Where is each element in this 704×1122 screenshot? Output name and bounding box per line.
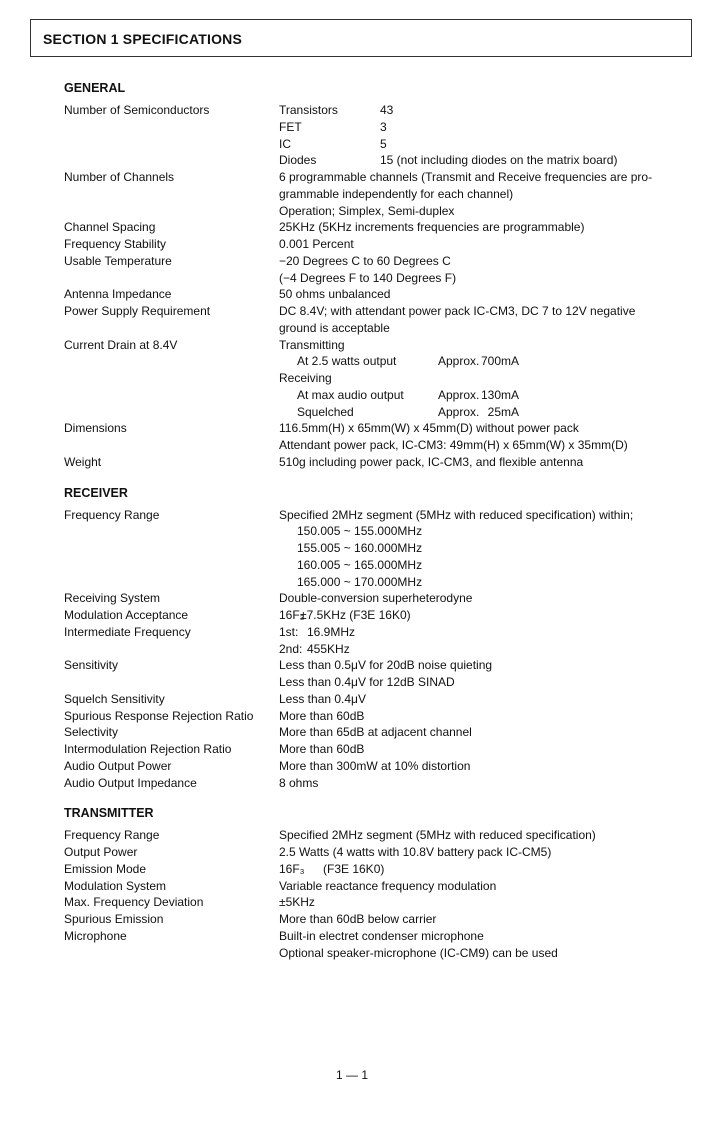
spec-label: Spurious Response Rejection Ratio [64, 708, 254, 723]
spec-label: Microphone [64, 928, 127, 943]
spec-value-cell: 25mA [481, 404, 520, 419]
spec-row [64, 691, 684, 708]
spec-value-line [279, 136, 684, 153]
spec-value-line: Less than 0.4μV [279, 691, 366, 706]
spec-row [64, 236, 684, 253]
spec-value-line: grammable independently for each channel) [279, 186, 514, 201]
spec-label: Intermediate Frequency [64, 624, 191, 639]
spec-label: Audio Output Impedance [64, 775, 197, 790]
spec-value-cell: 165.000 ~ 170.000MHz [297, 574, 423, 589]
spec-value-line: More than 65dB at adjacent channel [279, 725, 472, 740]
spec-value-cell: At max audio output [297, 387, 404, 402]
spec-row [64, 507, 684, 591]
spec-value-cell: Diodes [279, 153, 317, 168]
spec-row [64, 624, 684, 658]
spec-label: Audio Output Power [64, 758, 172, 773]
spec-value-cell: 1st: [279, 624, 299, 639]
spec-row [64, 590, 684, 607]
spec-value-line: Double-conversion superheterodyne [279, 591, 473, 606]
spec-label: Number of Semiconductors [64, 103, 210, 117]
spec-value-line [279, 624, 684, 641]
spec-row [64, 724, 684, 741]
spec-row [64, 861, 684, 878]
section-heading: TRANSMITTER [64, 806, 154, 821]
spec-value-line: Attendant power pack, IC-CM3: 49mm(H) x 65mm(W) x 35mm(D) [279, 438, 628, 452]
spec-value-cell: 2nd: [279, 641, 303, 656]
spec-value-line: More than 60dB below carrier [279, 912, 437, 926]
spec-row [64, 286, 684, 303]
spec-value-cell: Transistors [279, 103, 338, 117]
spec-label: Usable Temperature [64, 253, 172, 268]
spec-value-cell: 3 [380, 119, 387, 134]
spec-row [64, 303, 684, 337]
spec-label: Number of Channels [64, 170, 175, 184]
spec-label: Sensitivity [64, 658, 119, 673]
spec-value-line: More than 300mW at 10% distortion [279, 758, 471, 773]
spec-value-line: 6 programmable channels (Transmit and Receive frequencies are pro- [279, 170, 653, 184]
spec-row [64, 758, 684, 775]
spec-label: Modulation Acceptance [64, 608, 189, 622]
spec-value-cell: Approx. [438, 354, 480, 369]
specifications-content [64, 80, 684, 975]
spec-row [64, 219, 684, 236]
spec-value-cell: IC [279, 136, 291, 151]
spec-row [64, 607, 684, 624]
spec-value-cell: 155.005 ~ 160.000MHz [297, 541, 423, 555]
spec-value-line: Less than 0.4μV for 12dB SINAD [279, 675, 455, 689]
spec-value-cell: ±7.5KHz (F3E 16K0) [300, 608, 411, 622]
spec-label: Selectivity [64, 725, 119, 740]
spec-value-line [279, 523, 684, 540]
spec-value-cell: 16.9MHz [307, 624, 356, 639]
spec-label: Power Supply Requirement [64, 304, 211, 318]
spec-value-line [279, 557, 684, 574]
spec-value-cell: 150.005 ~ 155.000MHz [297, 524, 423, 539]
spec-row [64, 420, 684, 454]
spec-value-line: Transmitting [279, 337, 345, 352]
spec-value-line: −20 Degrees C to 60 Degrees C [279, 253, 451, 268]
spec-value-line: Specified 2MHz segment (5MHz with reduced specification) within; [279, 507, 634, 522]
spec-value-line: DC 8.4V; with attendant power pack IC-CM3, DC 7 to 12V negative [279, 304, 636, 318]
spec-row [64, 894, 684, 911]
spec-value-line: Optional speaker-microphone (IC-CM9) can be used [279, 945, 558, 960]
spec-value-line [279, 641, 684, 658]
spec-value-line [279, 102, 684, 119]
spec-value-cell: 16F₃ [279, 608, 305, 622]
spec-section-general [64, 80, 684, 471]
spec-label: Frequency Stability [64, 237, 167, 251]
spec-value-line [279, 607, 684, 624]
spec-value-cell: 160.005 ~ 165.000MHz [297, 557, 423, 572]
spec-value-line: 25KHz (5KHz increments frequencies are programmable) [279, 220, 585, 235]
spec-value-cell: (F3E 16K0) [323, 861, 385, 876]
spec-value-cell: 455KHz [307, 641, 350, 656]
spec-value-cell: 5 [380, 136, 387, 151]
section-title: SECTION 1 SPECIFICATIONS [43, 31, 243, 47]
spec-label: Dimensions [64, 421, 127, 436]
spec-value-cell: 130mA [481, 387, 520, 402]
spec-value-cell: 700mA [481, 354, 520, 369]
spec-value-line: Variable reactance frequency modulation [279, 878, 497, 893]
spec-value-line [279, 152, 684, 169]
spec-value-line: Receiving [279, 371, 332, 385]
spec-label: Frequency Range [64, 507, 160, 522]
spec-row [64, 878, 684, 895]
spec-value-line [279, 540, 684, 557]
spec-value-cell: Approx. [438, 387, 480, 402]
spec-value-line [279, 353, 684, 370]
spec-row [64, 253, 684, 287]
spec-label: Max. Frequency Deviation [64, 895, 204, 910]
spec-value-line [279, 387, 684, 404]
spec-value-line: 50 ohms unbalanced [279, 287, 391, 302]
spec-label: Frequency Range [64, 828, 160, 843]
spec-value-line: 8 ohms [279, 775, 319, 790]
spec-row [64, 911, 684, 928]
spec-label: Modulation System [64, 878, 167, 893]
spec-label: Emission Mode [64, 861, 147, 876]
section-heading: RECEIVER [64, 485, 128, 500]
spec-value-cell: 16F₃ [279, 861, 305, 876]
spec-row [64, 775, 684, 792]
spec-value-cell: Approx. [438, 404, 480, 419]
spec-value-line: Operation; Simplex, Semi-duplex [279, 203, 455, 218]
spec-value-line: More than 60dB [279, 708, 365, 723]
spec-label: Channel Spacing [64, 220, 156, 235]
spec-value-line [279, 861, 684, 878]
spec-value-line: (−4 Degrees F to 140 Degrees F) [279, 270, 457, 285]
spec-value-line: ground is acceptable [279, 320, 390, 335]
spec-row [64, 657, 684, 691]
spec-value-line: Less than 0.5μV for 20dB noise quieting [279, 658, 493, 673]
spec-row [64, 708, 684, 725]
spec-value-line: 0.001 Percent [279, 237, 354, 251]
spec-row [64, 844, 684, 861]
spec-row [64, 928, 684, 962]
page-number: 1 — 1 [335, 1068, 368, 1082]
spec-value-line: 2.5 Watts (4 watts with 10.8V battery pack IC-CM5) [279, 845, 552, 859]
spec-label: Receiving System [64, 591, 161, 606]
spec-value-line: Built-in electret condenser microphone [279, 928, 484, 943]
spec-value-line [279, 574, 684, 591]
spec-value-cell: FET [279, 119, 302, 134]
spec-label: Intermodulation Rejection Ratio [64, 742, 232, 756]
spec-value-line: ±5KHz [279, 895, 315, 910]
spec-row [64, 169, 684, 219]
spec-value-cell: At 2.5 watts output [297, 354, 397, 369]
spec-value-line [279, 404, 684, 421]
spec-value-line: 510g including power pack, IC-CM3, and flexible antenna [279, 454, 584, 469]
spec-value-line: 116.5mm(H) x 65mm(W) x 45mm(D) without power pack [279, 421, 579, 436]
spec-row [64, 102, 684, 169]
section-title-box [30, 19, 692, 57]
spec-label: Output Power [64, 845, 138, 859]
spec-row [64, 741, 684, 758]
spec-section-receiver [64, 485, 684, 792]
spec-label: Antenna Impedance [64, 287, 172, 302]
section-heading: GENERAL [64, 81, 126, 95]
spec-value-line: More than 60dB [279, 742, 365, 756]
spec-section-transmitter [64, 805, 684, 961]
spec-value-cell: 15 (not including diodes on the matrix board) [380, 153, 618, 168]
spec-value-line: Specified 2MHz segment (5MHz with reduced specification) [279, 828, 596, 843]
spec-row [64, 454, 684, 471]
spec-label: Squelch Sensitivity [64, 691, 165, 706]
spec-value-cell: 43 [380, 103, 394, 117]
spec-label: Spurious Emission [64, 912, 164, 926]
spec-value-cell: Squelched [297, 404, 354, 419]
spec-row [64, 827, 684, 844]
spec-value-line [279, 119, 684, 136]
spec-row [64, 337, 684, 421]
spec-label: Current Drain at 8.4V [64, 337, 178, 352]
spec-label: Weight [64, 454, 102, 469]
